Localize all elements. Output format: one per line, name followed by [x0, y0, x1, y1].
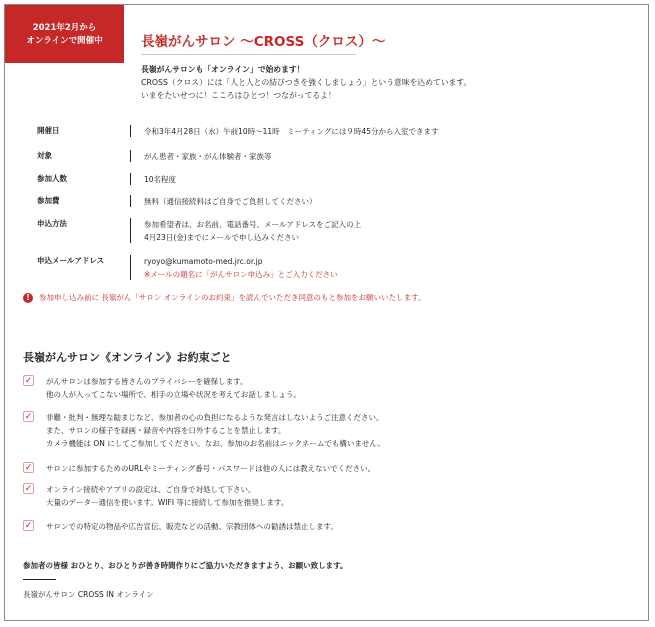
- email-subject-note: ※メールの題名に「がんサロン申込み」とご入力ください: [144, 270, 338, 279]
- badge-line2: オンラインで開催中: [26, 36, 103, 46]
- rule-line: オンライン接続やアプリの設定は、ご自身で対処して下さい。: [46, 485, 256, 494]
- info-value: [144, 218, 361, 244]
- info-divider: [130, 150, 131, 162]
- info-label: 開催日: [37, 126, 60, 135]
- footer-signature: 長嶺がんサロン CROSS IN オンライン: [23, 590, 154, 599]
- date-badge: [5, 5, 124, 63]
- info-value: がん患者・家族・がん体験者・家族等: [144, 152, 272, 161]
- rule-line: サロンに参加するためのURLやミーティング番号・パスワードは他の人には教えないでください。: [46, 464, 376, 473]
- page-frame: [4, 4, 649, 621]
- consent-notice: [23, 292, 425, 303]
- checkmark-icon: ✓: [24, 376, 33, 386]
- info-value-line1: 参加希望者は、お名前、電話番号、メールアドレスをご記入の上: [144, 220, 362, 229]
- intro-line3: いまをたいせつに！こころはひとつ！つながってるよ！: [141, 91, 336, 100]
- info-label: 参加人数: [37, 174, 67, 183]
- rule-line: がんサロンは参加する皆さんのプライバシーを確保します。: [46, 377, 248, 386]
- info-value: [144, 255, 338, 281]
- rule-line: 大量のデーター通信を使います。WIFI 等に接続して参加を推奨します。: [46, 498, 289, 507]
- email-address-link[interactable]: ryoyo@kumamoto-med.jrc.or.jp: [144, 257, 263, 266]
- info-value-line2: 4月23日(金)までにメールで申し込みください: [144, 233, 300, 242]
- title-divider: [141, 54, 356, 55]
- checkmark-icon: ✓: [24, 521, 33, 531]
- intro-line1: 長嶺がんサロンも「オンライン」で始めます！: [141, 65, 305, 74]
- info-divider: [130, 173, 131, 185]
- badge-line1: 2021年2月から: [32, 23, 97, 33]
- info-divider: [130, 218, 131, 243]
- intro-line2: CROSS（クロス）には「人と人との結びつきを強くしましょう」という意味を込めています。: [141, 78, 472, 87]
- info-divider: [130, 125, 131, 137]
- rule-text: [46, 462, 375, 475]
- alert-icon: !: [23, 293, 33, 303]
- footer-divider: [23, 579, 56, 580]
- info-divider: [130, 255, 131, 280]
- rule-text: [46, 520, 338, 533]
- info-value: 令和3年4月28日（水）午前10時～11時 ミーティングには９時45分から入室できます: [144, 127, 439, 136]
- closing-note: 参加者の皆様 おひとり、おひとりが善き時間作りにご協力いただきますよう、お願い致します。: [23, 561, 348, 570]
- checkmark-icon: ✓: [24, 412, 33, 422]
- info-label: 対象: [37, 151, 52, 160]
- page-title: 長嶺がんサロン ～CROSS（クロス）～: [141, 34, 386, 50]
- info-divider: [130, 195, 131, 207]
- intro-text: [141, 63, 471, 102]
- notice-text: 参加申し込み前に 長嶺がん「サロン オンラインのお約束」を読んでいただき同意のもと参加をお願いいたします。: [39, 293, 426, 302]
- rule-line: また、サロンの様子を録画・録音や内容を口外することを禁止します。: [46, 426, 286, 435]
- rule-line: サロンでの特定の物品や広告宣伝、販売などの活動、宗教団体への勧誘は禁止します。: [46, 522, 338, 531]
- info-label: 申込方法: [37, 219, 67, 228]
- rule-text: [46, 375, 301, 401]
- info-value: 無料（通信接続料はご自身でご負担してください）: [144, 197, 317, 206]
- rule-text: [46, 411, 385, 450]
- rules-heading: 長嶺がんサロン《オンライン》お約束ごと: [23, 351, 232, 364]
- checkmark-icon: ✓: [24, 463, 33, 473]
- info-label: 申込メールアドレス: [37, 256, 105, 265]
- rule-line: カメラ機能は ON にしてご参加してください。なお、参加のお名前はニックネームでも構いません。: [46, 439, 385, 448]
- rule-line: 他の人が入ってこない場所で、相手の立場や状況を考えてお話しましょう。: [46, 390, 301, 399]
- checkmark-icon: ✓: [24, 484, 33, 494]
- rule-line: 非難・批判・無理な勧まじなど、参加者の心の負担になるような発言はしないようご注意ください。: [46, 413, 384, 422]
- rule-text: [46, 483, 288, 509]
- info-value: 10名程度: [144, 175, 177, 184]
- info-label: 参加費: [37, 196, 60, 205]
